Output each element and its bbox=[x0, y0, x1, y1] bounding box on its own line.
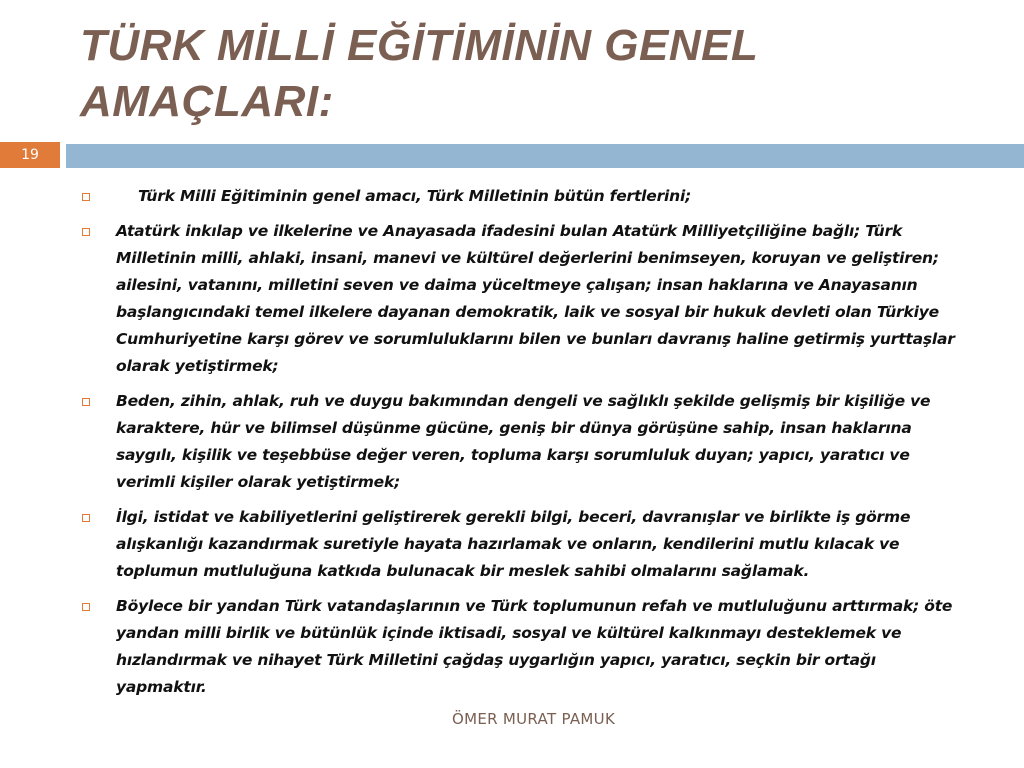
square-bullet-icon bbox=[82, 193, 90, 201]
list-item bbox=[80, 388, 970, 496]
bullet-text: Türk Milli Eğitiminin genel amacı, Türk Milletinin bütün fertlerini; bbox=[138, 187, 692, 205]
slide-title: TÜRK MİLLİ EĞİTİMİNİN GENEL AMAÇLARI: bbox=[80, 21, 758, 126]
bullet-list bbox=[80, 183, 970, 709]
square-bullet-icon bbox=[82, 398, 90, 406]
header-bar bbox=[66, 144, 1024, 168]
bullet-text: Böylece bir yandan Türk vatandaşlarının ve Türk toplumunun refah ve mutluluğunu arttırmak; öte yandan milli birlik ve bütünlük içinde iktisadi, sosyal ve kültürel kalkınmayı desteklemek ve hızlandırmak ve nihayet Türk Milletini çağdaş uygarlığın yapıcı, yaratıcı, seçkin bir ortağı yapmaktır. bbox=[116, 597, 953, 696]
list-item bbox=[80, 593, 970, 701]
list-item bbox=[80, 504, 970, 585]
square-bullet-icon bbox=[82, 228, 90, 236]
square-bullet-icon bbox=[82, 603, 90, 611]
footer-author: ÖMER MURAT PAMUK bbox=[452, 710, 616, 728]
bullet-text: Atatürk inkılap ve ilkelerine ve Anayasada ifadesini bulan Atatürk Milliyetçiliğine bağlı; Türk Milletinin milli, ahlaki, insani, manevi ve kültürel değerlerini benimseyen, koruyan ve geliştiren; ailesini, vatanını, milletini seven ve daima yüceltmeye çalışan; insan haklarına ve Anayasanın başlangıcındaki temel ilkelere dayanan demokratik, laik ve sosyal bir hukuk devleti olan Türkiye Cumhuriyetine karşı görev ve sorumluluklarını bilen ve bunları davranış haline getirmiş yurttaşlar olarak yetiştirmek; bbox=[116, 222, 955, 375]
slide-number: 19 bbox=[0, 142, 60, 168]
list-item bbox=[80, 183, 970, 210]
list-item bbox=[80, 218, 970, 380]
bullet-text: Beden, zihin, ahlak, ruh ve duygu bakımından dengeli ve sağlıklı şekilde gelişmiş bir kişiliğe ve karaktere, hür ve bilimsel düşünme gücüne, geniş bir dünya görüşüne sahip, insan haklarına saygılı, kişilik ve teşebbüse değer veren, topluma karşı sorumluluk duyan; yapıcı, yaratıcı ve verimli kişiler olarak yetiştirmek; bbox=[116, 392, 931, 491]
square-bullet-icon bbox=[82, 514, 90, 522]
bullet-text: İlgi, istidat ve kabiliyetlerini geliştirerek gerekli bilgi, beceri, davranışlar ve birlikte iş görme alışkanlığı kazandırmak suretiyle hayata hazırlamak ve onların, kendilerini mutlu kılacak ve toplumun mutluluğuna katkıda bulunacak bir meslek sahibi olmalarını sağlamak. bbox=[116, 508, 911, 580]
